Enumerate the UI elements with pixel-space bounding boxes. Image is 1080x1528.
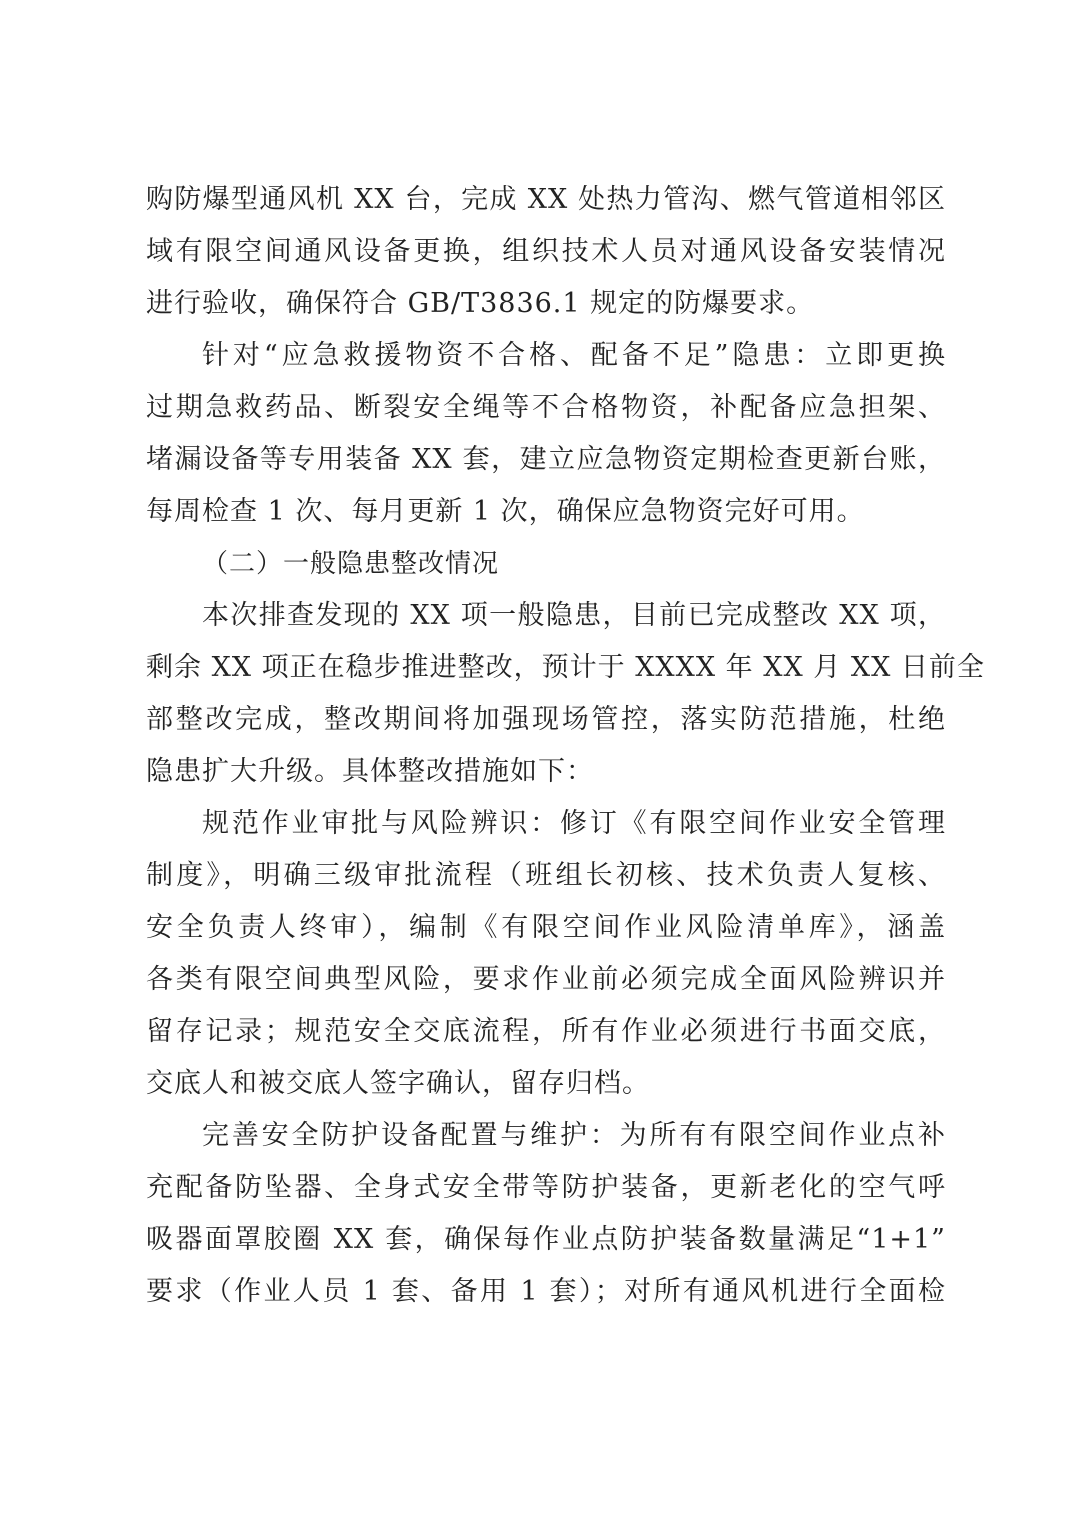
text-line: 部整改完成，整改期间将加强现场管控，落实防范措施，杜绝: [146, 704, 946, 735]
text-line: 购防爆型通风机 XX 台，完成 XX 处热力管沟、燃气管道相邻区: [146, 184, 946, 215]
text-line: 制度》，明确三级审批流程（班组长初核、技术负责人复核、: [146, 860, 946, 891]
paragraph-continuation: [146, 174, 946, 330]
section-heading: [146, 538, 946, 590]
text-line: 交底人和被交底人签字确认，留存归档。: [146, 1068, 650, 1099]
paragraph-approval-risk: [146, 798, 946, 1110]
text-line: 隐患扩大升级。具体整改措施如下：: [146, 756, 594, 787]
text-line: 过期急救药品、断裂安全绳等不合格物资，补配备应急担架、: [146, 392, 946, 423]
text-line: 吸器面罩胶圈 XX 套，确保每作业点防护装备数量满足“1+1”: [146, 1224, 946, 1255]
text-line: 各类有限空间典型风险，要求作业前必须完成全面风险辨识并: [146, 964, 946, 995]
text-line: 充配备防坠器、全身式安全带等防护装备，更新老化的空气呼: [146, 1172, 946, 1203]
paragraph-emergency-supplies: [146, 330, 946, 538]
text-line: 本次排查发现的 XX 项一般隐患，目前已完成整改 XX 项，: [202, 600, 946, 631]
document-body: [146, 174, 985, 1318]
text-line: 要求（作业人员 1 套、备用 1 套）；对所有通风机进行全面检: [146, 1276, 946, 1307]
text-line: 留存记录；规范安全交底流程，所有作业必须进行书面交底，: [146, 1016, 946, 1047]
text-line: 进行验收，确保符合 GB/T3836.1 规定的防爆要求。: [146, 288, 815, 319]
text-line: 域有限空间通风设备更换，组织技术人员对通风设备安装情况: [146, 236, 946, 267]
text-line: 针对“应急救援物资不合格、配备不足”隐患：立即更换: [202, 340, 946, 371]
text-line: 安全负责人终审），编制《有限空间作业风险清单库》，涵盖: [146, 912, 946, 943]
paragraph-general-hazards: [146, 590, 985, 798]
text-line: 规范作业审批与风险辨识：修订《有限空间作业安全管理: [202, 808, 946, 839]
text-line: 堵漏设备等专用装备 XX 套，建立应急物资定期检查更新台账，: [146, 444, 946, 475]
text-line: 完善安全防护设备配置与维护：为所有有限空间作业点补: [202, 1120, 946, 1151]
text-line: 剩余 XX 项正在稳步推进整改，预计于 XXXX 年 XX 月 XX 日前全: [146, 652, 985, 683]
text-line: 每周检查 1 次、每月更新 1 次，确保应急物资完好可用。: [146, 496, 865, 527]
paragraph-protective-equipment: [146, 1110, 946, 1318]
heading-text: （二）一般隐患整改情况: [202, 549, 500, 579]
